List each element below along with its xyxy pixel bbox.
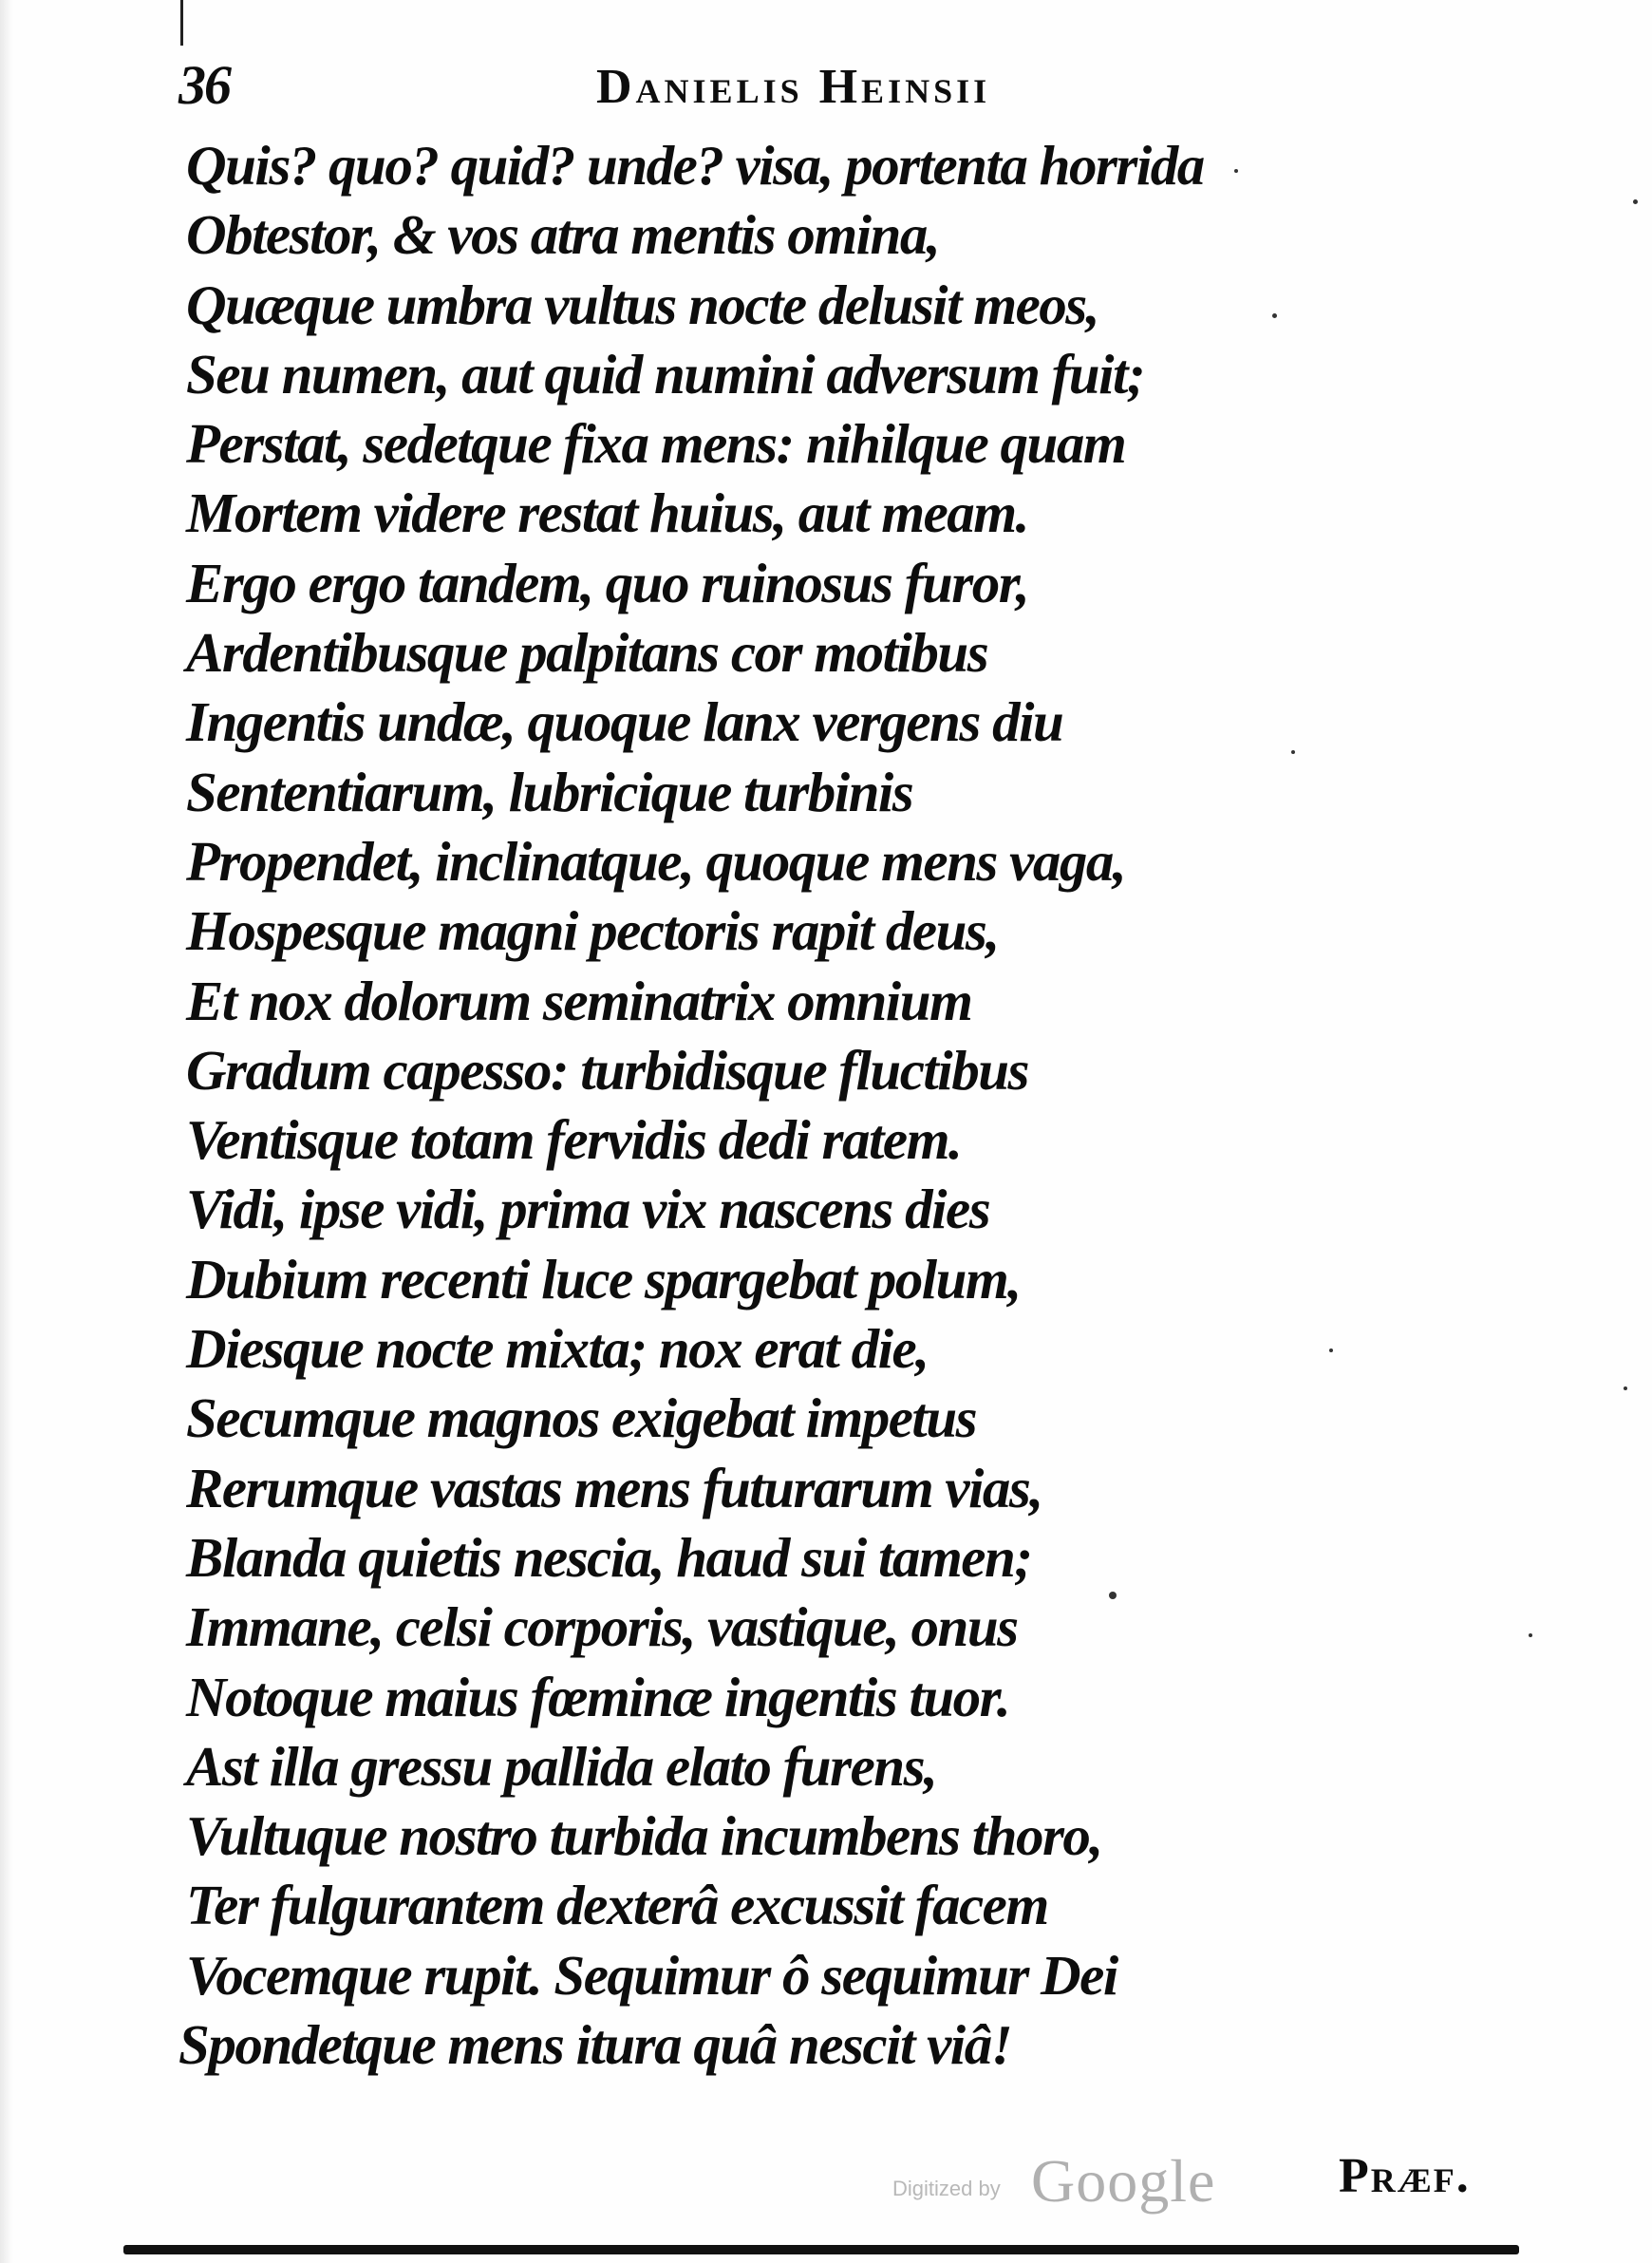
verse-line: Spondetque mens itura quâ nescit viâ! — [178, 2013, 1012, 2077]
ink-speck — [1529, 1633, 1532, 1637]
ink-speck — [1234, 169, 1238, 173]
verse-line: Immane, celsi corporis, vastique, onus — [186, 1595, 1018, 1659]
page-number: 36 — [178, 54, 230, 116]
verse-line: Secumque magnos exigebat impetus — [186, 1386, 977, 1450]
page-edge-shadow — [0, 0, 13, 2263]
verse-line: Sententiarum, lubricique turbinis — [186, 760, 913, 823]
verse-line: Vocemque rupit. Sequimur ô sequimur Dei — [186, 1943, 1117, 2007]
ink-speck — [1633, 199, 1638, 204]
verse-line: Ardentibusque palpitans cor motibus — [186, 621, 988, 685]
ink-speck — [1109, 1592, 1117, 1599]
ink-speck — [1291, 750, 1295, 754]
verse-line: Perstat, sedetque fixa mens: nihilque quam — [186, 412, 1126, 476]
verse-line: Ter fulgurantem dexterâ excussit facem — [186, 1874, 1048, 1937]
verse-line: Mortem videre restat huius, aut meam. — [186, 481, 1028, 545]
ink-speck — [1624, 1386, 1627, 1390]
bottom-rule — [123, 2245, 1519, 2254]
running-head: Danielis Heinsii — [596, 60, 991, 114]
ink-speck — [1272, 313, 1277, 318]
verse-line: Notoque maius fœminæ ingentis tuor. — [186, 1665, 1010, 1728]
verse-line: Ventisque totam fervidis dedi ratem. — [186, 1108, 962, 1172]
verse-line: Et nox dolorum seminatrix omnium — [186, 969, 972, 1032]
verse-line: Ingentis undæ, quoque lanx vergens diu — [186, 690, 1063, 754]
verse-line: Ergo ergo tandem, quo ruinosus furor, — [186, 551, 1029, 614]
verse-line: Blanda quietis nescia, haud sui tamen; — [186, 1525, 1032, 1589]
verse-line: Ast illa gressu pallida elato furens, — [186, 1734, 937, 1798]
verse-line: Rerumque vastas mens futurarum vias, — [186, 1456, 1042, 1519]
verse-line: Vidi, ipse vidi, prima vix nascens dies — [186, 1178, 990, 1241]
digitized-by-label: Digitized by — [892, 2177, 1001, 2200]
verse-line: Hospesque magni pectoris rapit deus, — [186, 899, 999, 963]
verse-line: Obtestor, & vos atra mentis omina, — [186, 203, 940, 267]
google-logo: Google — [1031, 2147, 1216, 2215]
verse-line: Diesque nocte mixta; nox erat die, — [186, 1317, 929, 1381]
verse-line: Seu numen, aut quid numini adversum fuit; — [186, 342, 1144, 405]
verse-line: Propendet, inclinatque, quoque mens vaga, — [186, 829, 1126, 893]
verse-line: Gradum capesso: turbidisque fluctibus — [186, 1038, 1028, 1102]
verse-line: Vultuque nostro turbida incumbens thoro, — [186, 1804, 1102, 1868]
catchword: Præf. — [1339, 2149, 1471, 2203]
margin-rule — [180, 0, 183, 46]
verse-line: Dubium recenti luce spargebat polum, — [186, 1247, 1021, 1311]
page-header — [178, 53, 1185, 120]
digitized-watermark — [892, 2146, 1234, 2213]
verse-line: Quis? quo? quid? unde? visa, portenta horrida — [186, 134, 1204, 197]
verse-text — [178, 131, 1249, 2080]
ink-speck — [1329, 1348, 1333, 1352]
verse-line: Quæque umbra vultus nocte delusit meos, — [186, 273, 1099, 336]
